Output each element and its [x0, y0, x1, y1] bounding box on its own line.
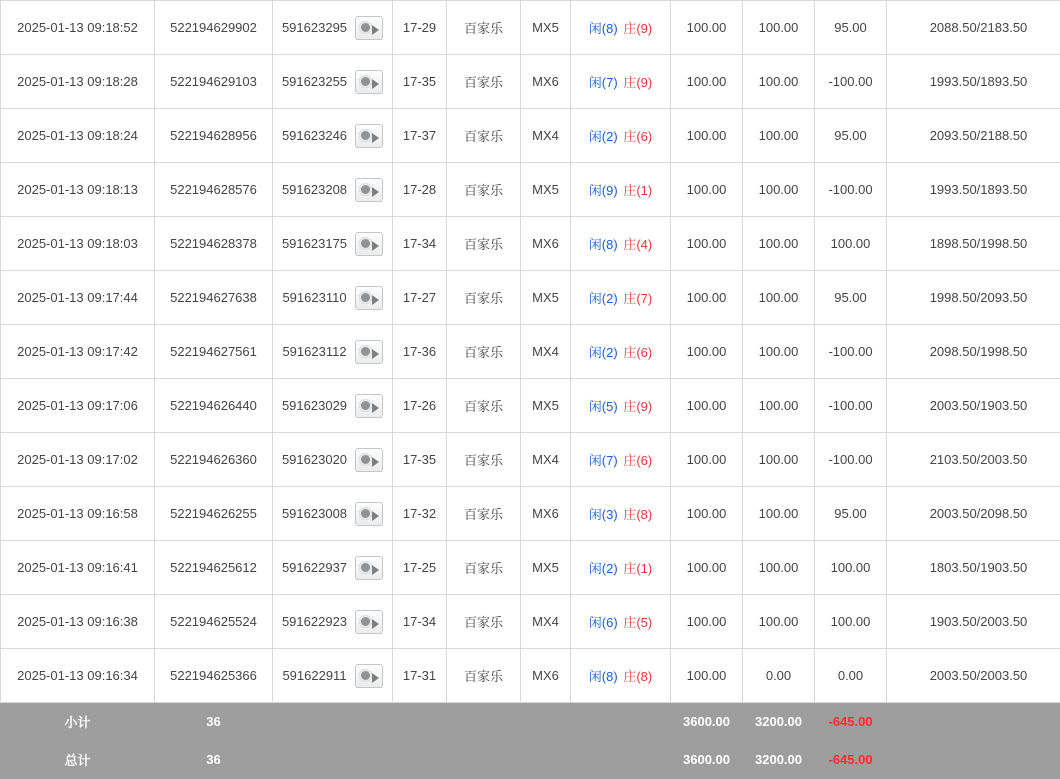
video-replay-icon[interactable] [355, 340, 383, 364]
bet-xian: 闲(2) [589, 129, 618, 144]
bet-zhuang: 庄(1) [623, 183, 652, 198]
cell-bet-amount[interactable]: 100.00 [671, 649, 743, 703]
cell-game: 百家乐 [447, 55, 521, 109]
cell-table-no: 17-28 [393, 163, 447, 217]
cell-time: 2025-01-13 09:18:13 [1, 163, 155, 217]
total-blank-round [273, 741, 393, 779]
cell-bet-amount[interactable]: 100.00 [671, 379, 743, 433]
cell-game: 百家乐 [447, 1, 521, 55]
cell-bet-amount[interactable]: 100.00 [671, 325, 743, 379]
round-no-text: 591623008 [282, 506, 347, 521]
cell-seat: MX6 [521, 487, 571, 541]
round-no-text: 591623020 [282, 452, 347, 467]
total-label: 总计 [1, 741, 155, 779]
cell-time: 2025-01-13 09:17:02 [1, 433, 155, 487]
cell-balance: 1993.50/1893.50 [887, 163, 1060, 217]
cell-win-loss: -100.00 [815, 433, 887, 487]
cell-round-no [273, 271, 393, 325]
table-row [1, 55, 1060, 109]
cell-bet-amount[interactable]: 100.00 [671, 595, 743, 649]
cell-seat: MX4 [521, 433, 571, 487]
cell-balance: 1903.50/2003.50 [887, 595, 1060, 649]
total-count: 36 [155, 741, 273, 779]
cell-time: 2025-01-13 09:16:41 [1, 541, 155, 595]
subtotal-label: 小计 [1, 703, 155, 741]
round-no-text: 591622937 [282, 560, 347, 575]
round-no-text: 591623112 [282, 344, 346, 359]
cell-round-no [273, 487, 393, 541]
cell-bet-amount[interactable]: 100.00 [671, 55, 743, 109]
cell-bet-content [571, 325, 671, 379]
cell-valid-amount: 100.00 [743, 487, 815, 541]
cell-order-no: 522194627638 [155, 271, 273, 325]
bet-zhuang: 庄(8) [623, 507, 652, 522]
cell-win-loss: -100.00 [815, 55, 887, 109]
video-replay-icon[interactable] [355, 70, 383, 94]
cell-time: 2025-01-13 09:18:28 [1, 55, 155, 109]
cell-valid-amount: 100.00 [743, 55, 815, 109]
cell-valid-amount: 0.00 [743, 649, 815, 703]
total-valid-amount: 3200.00 [743, 741, 815, 779]
bet-zhuang: 庄(6) [623, 453, 652, 468]
cell-game: 百家乐 [447, 217, 521, 271]
subtotal-blank-round [273, 703, 393, 741]
table-row [1, 1, 1060, 55]
cell-round-no [273, 163, 393, 217]
video-replay-icon[interactable] [355, 502, 383, 526]
cell-seat: MX5 [521, 541, 571, 595]
cell-time: 2025-01-13 09:17:44 [1, 271, 155, 325]
cell-seat: MX6 [521, 217, 571, 271]
cell-bet-content [571, 595, 671, 649]
cell-game: 百家乐 [447, 379, 521, 433]
cell-game: 百家乐 [447, 109, 521, 163]
table-row [1, 379, 1060, 433]
cell-valid-amount: 100.00 [743, 325, 815, 379]
cell-bet-amount[interactable]: 100.00 [671, 109, 743, 163]
cell-game: 百家乐 [447, 271, 521, 325]
cell-bet-amount[interactable]: 100.00 [671, 1, 743, 55]
cell-table-no: 17-36 [393, 325, 447, 379]
cell-round-no [273, 595, 393, 649]
round-no-text: 591623295 [282, 20, 347, 35]
cell-balance: 2098.50/1998.50 [887, 325, 1060, 379]
bet-zhuang: 庄(9) [623, 21, 652, 36]
round-no-text: 591623110 [282, 290, 346, 305]
cell-win-loss: 95.00 [815, 1, 887, 55]
bet-xian: 闲(2) [589, 561, 618, 576]
video-replay-icon[interactable] [355, 448, 383, 472]
cell-game: 百家乐 [447, 163, 521, 217]
cell-round-no [273, 541, 393, 595]
table-row [1, 109, 1060, 163]
bet-xian: 闲(8) [589, 669, 618, 684]
round-no-text: 591622923 [282, 614, 347, 629]
cell-table-no: 17-32 [393, 487, 447, 541]
cell-time: 2025-01-13 09:17:42 [1, 325, 155, 379]
video-replay-icon[interactable] [355, 232, 383, 256]
bet-zhuang: 庄(8) [623, 669, 652, 684]
cell-win-loss: -100.00 [815, 379, 887, 433]
cell-seat: MX4 [521, 595, 571, 649]
cell-balance: 1803.50/1903.50 [887, 541, 1060, 595]
cell-order-no: 522194625612 [155, 541, 273, 595]
subtotal-blank-balance [887, 703, 1060, 741]
cell-round-no [273, 433, 393, 487]
cell-game: 百家乐 [447, 541, 521, 595]
cell-balance: 2088.50/2183.50 [887, 1, 1060, 55]
cell-time: 2025-01-13 09:18:24 [1, 109, 155, 163]
total-row [1, 741, 1060, 779]
cell-order-no: 522194628956 [155, 109, 273, 163]
cell-time: 2025-01-13 09:18:52 [1, 1, 155, 55]
bet-zhuang: 庄(6) [623, 345, 652, 360]
cell-bet-content [571, 649, 671, 703]
cell-bet-content [571, 379, 671, 433]
bet-zhuang: 庄(7) [623, 291, 652, 306]
bet-xian: 闲(3) [589, 507, 618, 522]
cell-win-loss: 100.00 [815, 541, 887, 595]
cell-seat: MX6 [521, 55, 571, 109]
cell-bet-content [571, 541, 671, 595]
cell-bet-amount[interactable]: 100.00 [671, 487, 743, 541]
bet-xian: 闲(2) [589, 291, 618, 306]
cell-bet-content [571, 217, 671, 271]
bet-zhuang: 庄(9) [623, 399, 652, 414]
cell-bet-amount[interactable]: 100.00 [671, 163, 743, 217]
cell-round-no [273, 55, 393, 109]
cell-table-no: 17-29 [393, 1, 447, 55]
cell-time: 2025-01-13 09:16:38 [1, 595, 155, 649]
cell-round-no [273, 217, 393, 271]
video-replay-icon[interactable] [355, 178, 383, 202]
cell-bet-content [571, 55, 671, 109]
cell-order-no: 522194625366 [155, 649, 273, 703]
video-replay-icon[interactable] [355, 556, 383, 580]
cell-order-no: 522194628378 [155, 217, 273, 271]
total-win-loss: -645.00 [815, 741, 887, 779]
cell-valid-amount: 100.00 [743, 163, 815, 217]
bet-zhuang: 庄(6) [623, 129, 652, 144]
cell-round-no [273, 649, 393, 703]
cell-win-loss: 100.00 [815, 595, 887, 649]
bet-xian: 闲(2) [589, 345, 618, 360]
round-no-text: 591623029 [282, 398, 347, 413]
cell-valid-amount: 100.00 [743, 541, 815, 595]
total-bet-amount: 3600.00 [671, 741, 743, 779]
round-no-text: 591622911 [282, 668, 346, 683]
bet-zhuang: 庄(5) [623, 615, 652, 630]
video-replay-icon[interactable] [355, 16, 383, 40]
cell-valid-amount: 100.00 [743, 1, 815, 55]
cell-bet-content [571, 487, 671, 541]
cell-round-no [273, 379, 393, 433]
cell-table-no: 17-25 [393, 541, 447, 595]
cell-valid-amount: 100.00 [743, 433, 815, 487]
bet-xian: 闲(8) [589, 21, 618, 36]
cell-balance: 2003.50/2098.50 [887, 487, 1060, 541]
cell-seat: MX5 [521, 271, 571, 325]
total-blank-balance [887, 741, 1060, 779]
cell-win-loss: 95.00 [815, 487, 887, 541]
total-blank-content [571, 741, 671, 779]
cell-time: 2025-01-13 09:18:03 [1, 217, 155, 271]
video-replay-icon[interactable] [355, 286, 383, 310]
cell-valid-amount: 100.00 [743, 595, 815, 649]
subtotal-blank-game [447, 703, 521, 741]
cell-game: 百家乐 [447, 595, 521, 649]
table-row [1, 217, 1060, 271]
total-blank-game [447, 741, 521, 779]
cell-table-no: 17-37 [393, 109, 447, 163]
cell-order-no: 522194627561 [155, 325, 273, 379]
cell-valid-amount: 100.00 [743, 217, 815, 271]
bet-zhuang: 庄(1) [623, 561, 652, 576]
cell-order-no: 522194626440 [155, 379, 273, 433]
cell-valid-amount: 100.00 [743, 379, 815, 433]
cell-balance: 1898.50/1998.50 [887, 217, 1060, 271]
table-row [1, 649, 1060, 703]
round-no-text: 591623255 [282, 74, 347, 89]
table-row [1, 163, 1060, 217]
cell-win-loss: -100.00 [815, 325, 887, 379]
cell-round-no [273, 109, 393, 163]
bet-xian: 闲(7) [589, 453, 618, 468]
video-replay-icon[interactable] [355, 124, 383, 148]
total-blank-table [393, 741, 447, 779]
cell-bet-amount[interactable]: 100.00 [671, 217, 743, 271]
table-row [1, 487, 1060, 541]
cell-win-loss: 100.00 [815, 217, 887, 271]
cell-bet-content [571, 1, 671, 55]
cell-seat: MX6 [521, 649, 571, 703]
bet-zhuang: 庄(9) [623, 75, 652, 90]
cell-table-no: 17-35 [393, 55, 447, 109]
video-replay-icon[interactable] [355, 664, 383, 688]
cell-game: 百家乐 [447, 649, 521, 703]
cell-bet-content [571, 163, 671, 217]
cell-seat: MX5 [521, 1, 571, 55]
bet-xian: 闲(9) [589, 183, 618, 198]
cell-table-no: 17-34 [393, 595, 447, 649]
cell-balance: 2003.50/2003.50 [887, 649, 1060, 703]
cell-game: 百家乐 [447, 487, 521, 541]
cell-table-no: 17-35 [393, 433, 447, 487]
cell-order-no: 522194628576 [155, 163, 273, 217]
cell-bet-content [571, 433, 671, 487]
bet-xian: 闲(5) [589, 399, 618, 414]
cell-win-loss: 95.00 [815, 271, 887, 325]
bet-zhuang: 庄(4) [623, 237, 652, 252]
cell-valid-amount: 100.00 [743, 109, 815, 163]
bet-xian: 闲(8) [589, 237, 618, 252]
round-no-text: 591623175 [282, 236, 347, 251]
cell-win-loss: -100.00 [815, 163, 887, 217]
video-replay-icon[interactable] [355, 394, 383, 418]
bet-xian: 闲(6) [589, 615, 618, 630]
cell-seat: MX5 [521, 379, 571, 433]
table-row [1, 271, 1060, 325]
table-row [1, 595, 1060, 649]
video-replay-icon[interactable] [355, 610, 383, 634]
cell-time: 2025-01-13 09:16:58 [1, 487, 155, 541]
cell-table-no: 17-34 [393, 217, 447, 271]
subtotal-blank-seat [521, 703, 571, 741]
cell-balance: 2093.50/2188.50 [887, 109, 1060, 163]
cell-order-no: 522194625524 [155, 595, 273, 649]
cell-table-no: 17-27 [393, 271, 447, 325]
round-no-text: 591623208 [282, 182, 347, 197]
cell-game: 百家乐 [447, 433, 521, 487]
cell-game: 百家乐 [447, 325, 521, 379]
subtotal-blank-table [393, 703, 447, 741]
cell-round-no [273, 325, 393, 379]
cell-bet-content [571, 271, 671, 325]
cell-seat: MX4 [521, 325, 571, 379]
subtotal-valid-amount: 3200.00 [743, 703, 815, 741]
cell-order-no: 522194629902 [155, 1, 273, 55]
cell-balance: 1993.50/1893.50 [887, 55, 1060, 109]
cell-win-loss: 95.00 [815, 109, 887, 163]
cell-table-no: 17-31 [393, 649, 447, 703]
cell-seat: MX5 [521, 163, 571, 217]
cell-order-no: 522194626255 [155, 487, 273, 541]
cell-balance: 2103.50/2003.50 [887, 433, 1060, 487]
cell-bet-content [571, 109, 671, 163]
cell-bet-amount[interactable]: 100.00 [671, 433, 743, 487]
total-blank-seat [521, 741, 571, 779]
table-row [1, 433, 1060, 487]
cell-balance: 1998.50/2093.50 [887, 271, 1060, 325]
table-row [1, 325, 1060, 379]
subtotal-count: 36 [155, 703, 273, 741]
cell-order-no: 522194626360 [155, 433, 273, 487]
cell-time: 2025-01-13 09:16:34 [1, 649, 155, 703]
cell-table-no: 17-26 [393, 379, 447, 433]
bet-xian: 闲(7) [589, 75, 618, 90]
cell-time: 2025-01-13 09:17:06 [1, 379, 155, 433]
cell-valid-amount: 100.00 [743, 271, 815, 325]
table-row [1, 541, 1060, 595]
subtotal-win-loss: -645.00 [815, 703, 887, 741]
cell-seat: MX4 [521, 109, 571, 163]
subtotal-row [1, 703, 1060, 741]
subtotal-bet-amount: 3600.00 [671, 703, 743, 741]
cell-win-loss: 0.00 [815, 649, 887, 703]
cell-bet-amount[interactable]: 100.00 [671, 271, 743, 325]
subtotal-blank-content [571, 703, 671, 741]
cell-round-no [273, 1, 393, 55]
round-no-text: 591623246 [282, 128, 347, 143]
cell-bet-amount[interactable]: 100.00 [671, 541, 743, 595]
cell-order-no: 522194629103 [155, 55, 273, 109]
cell-balance: 2003.50/1903.50 [887, 379, 1060, 433]
